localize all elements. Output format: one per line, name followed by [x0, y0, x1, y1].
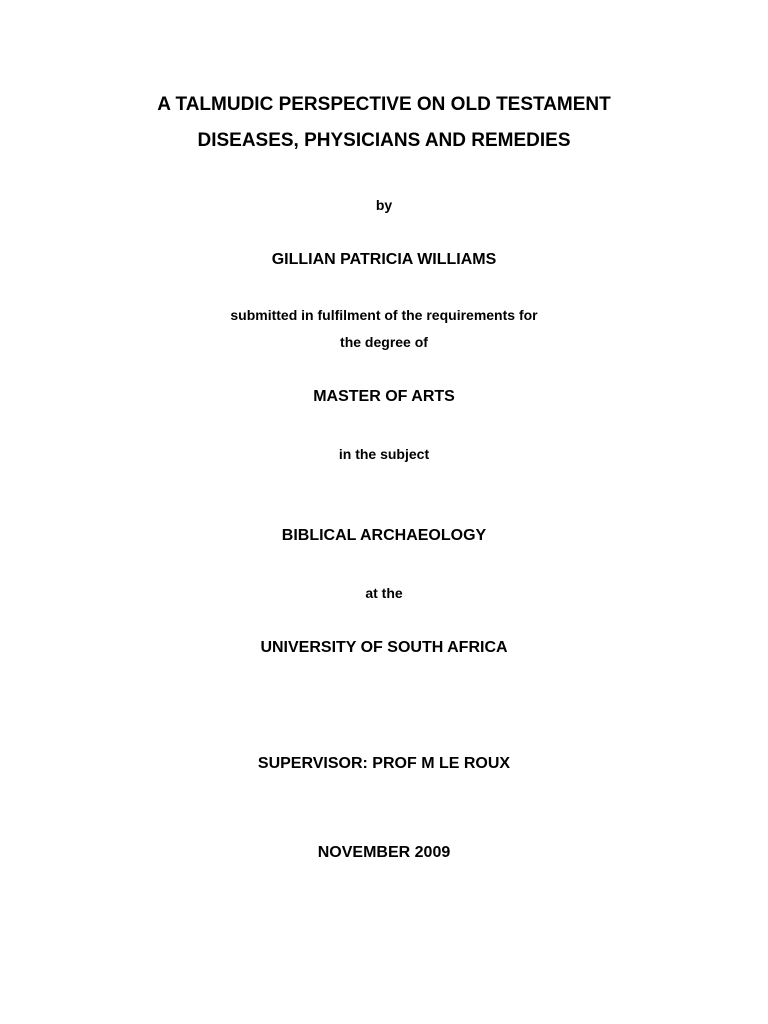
author-name: GILLIAN PATRICIA WILLIAMS — [271, 251, 497, 268]
subject-name: BIBLICAL ARCHAEOLOGY — [281, 527, 487, 544]
degree-name: MASTER OF ARTS — [313, 388, 455, 405]
at-the-label: at the — [365, 585, 403, 601]
submission-statement-line-2: the degree of — [340, 334, 428, 350]
thesis-title-line-1: A TALMUDIC PERSPECTIVE ON OLD TESTAMENT — [157, 94, 611, 115]
submission-statement-line-1: submitted in fulfilment of the requirements for — [230, 307, 538, 323]
university-name: UNIVERSITY OF SOUTH AFRICA — [260, 639, 508, 656]
submission-date: NOVEMBER 2009 — [317, 844, 451, 861]
supervisor-line: SUPERVISOR: PROF M LE ROUX — [257, 755, 511, 772]
thesis-title-line-2: DISEASES, PHYSICIANS AND REMEDIES — [197, 130, 571, 151]
subject-intro-label: in the subject — [338, 446, 430, 462]
by-label: by — [375, 197, 393, 213]
